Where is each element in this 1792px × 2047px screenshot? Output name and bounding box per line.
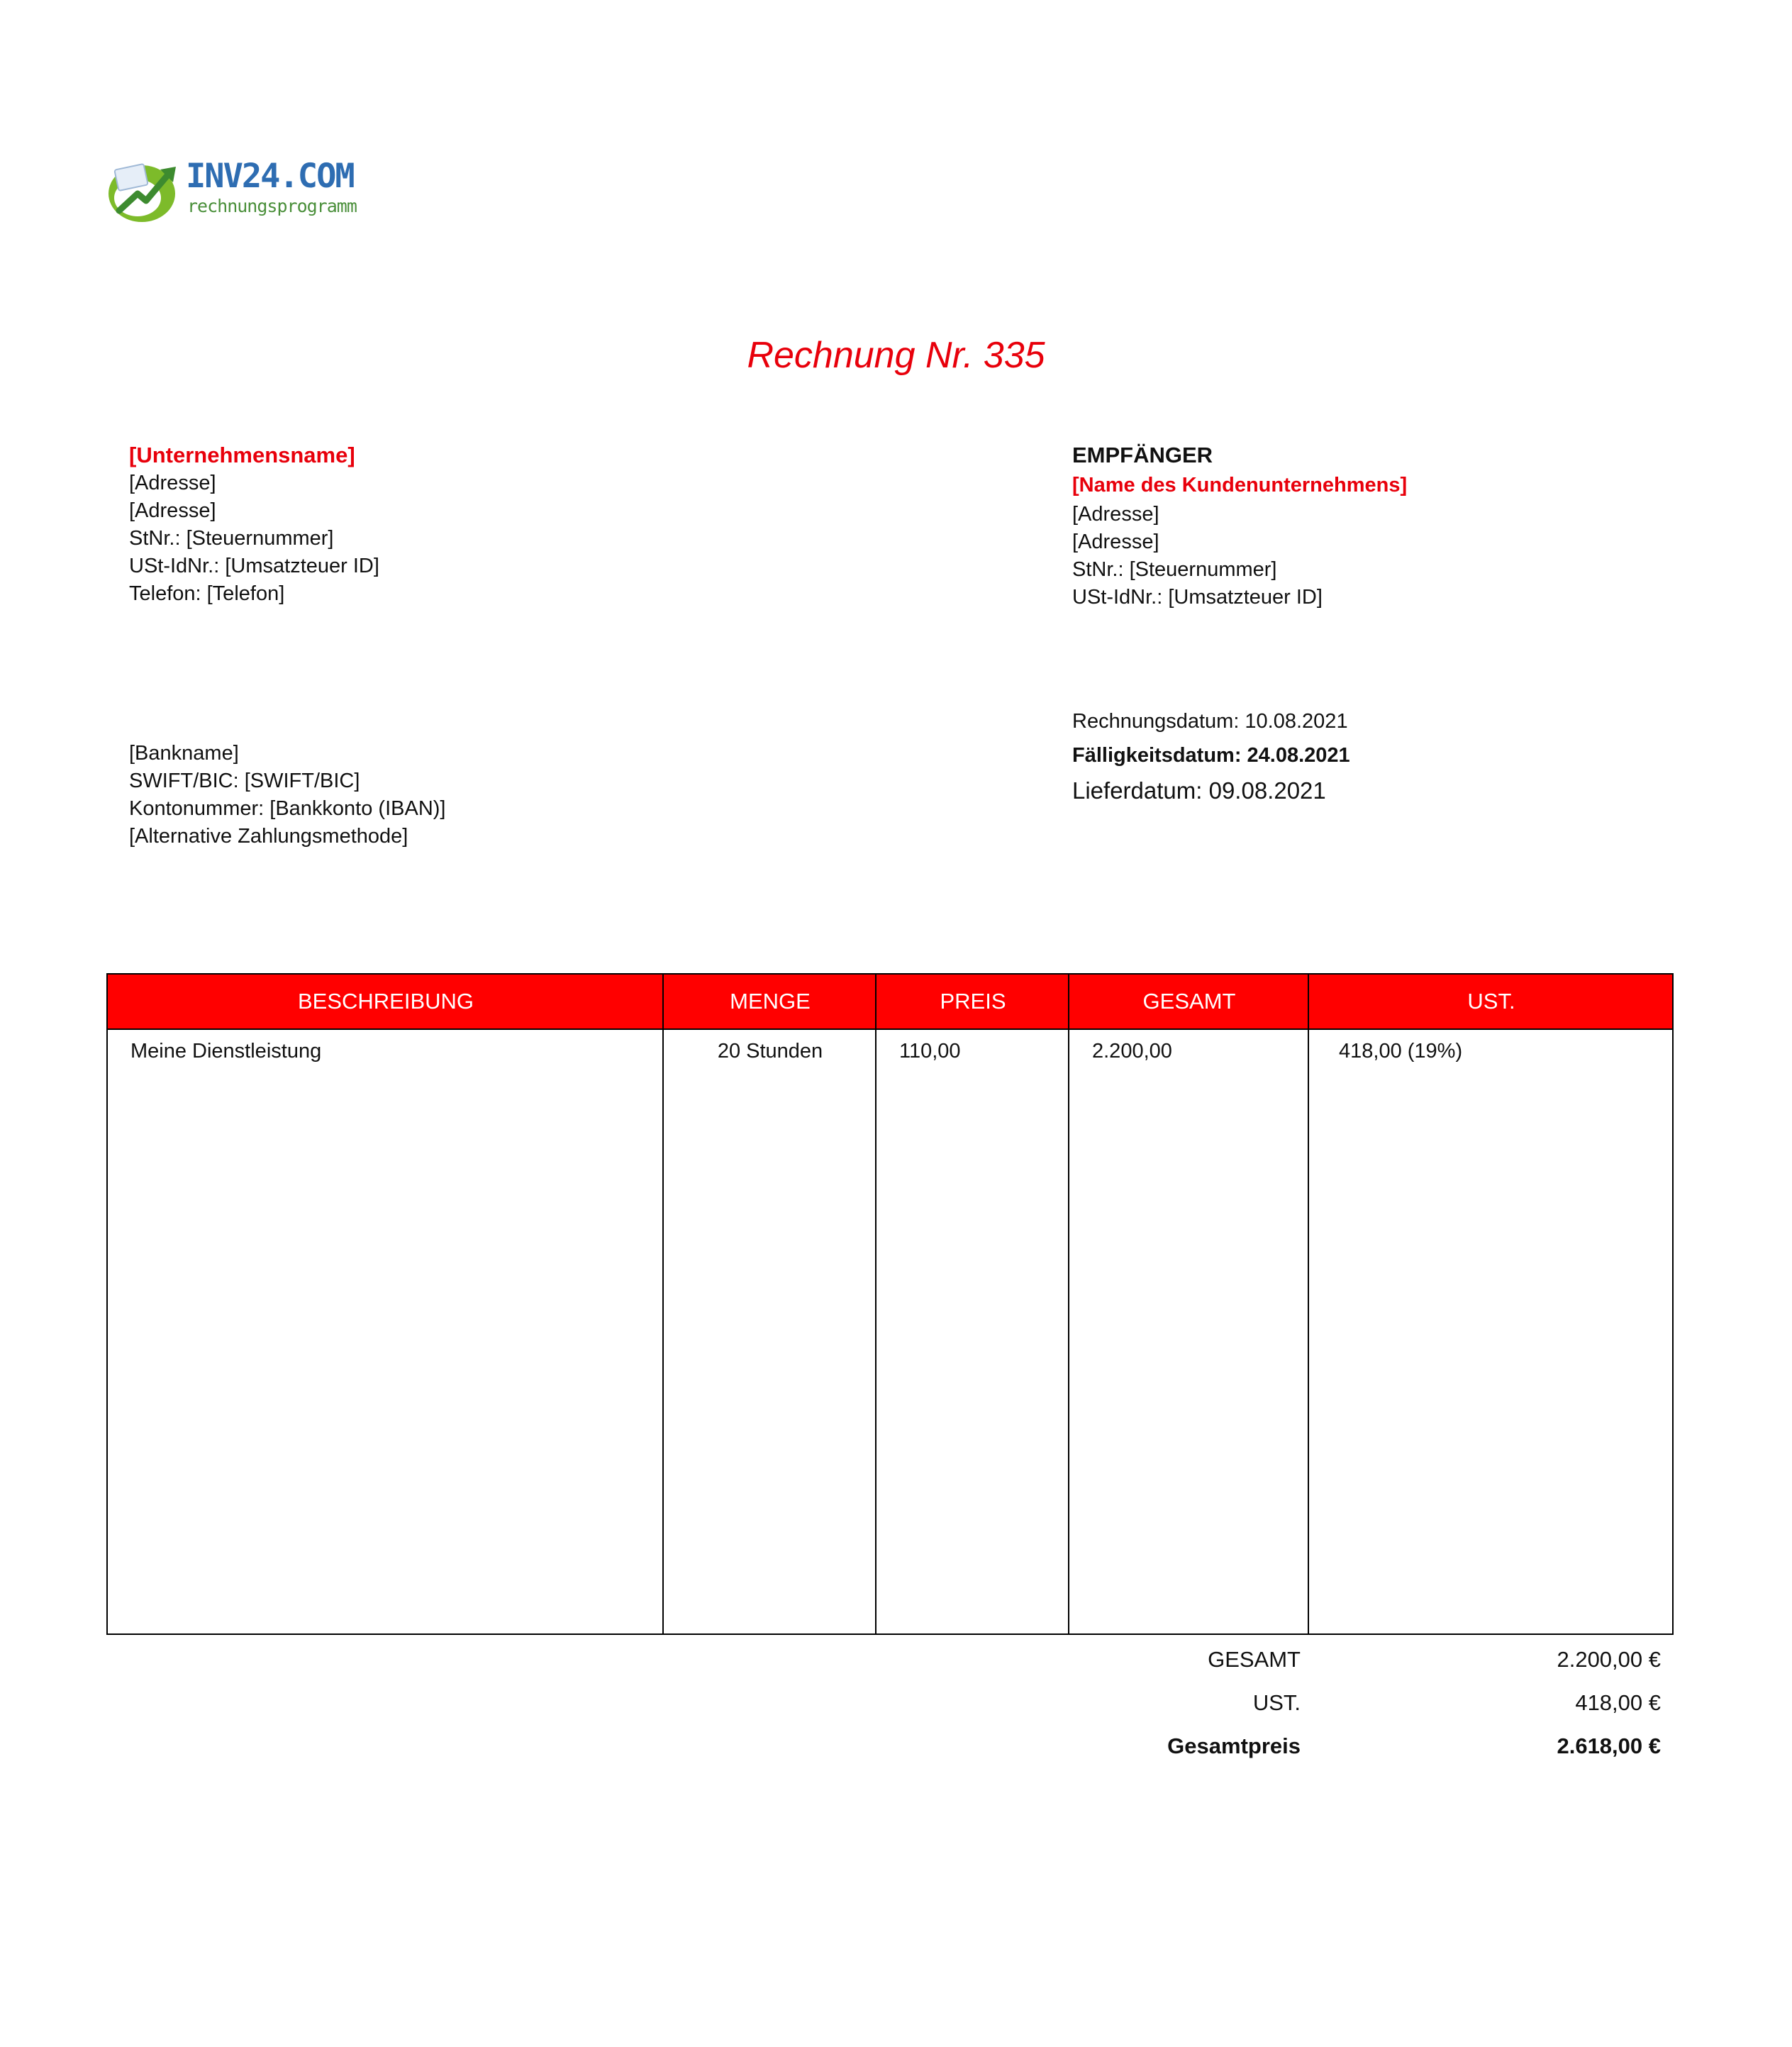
company-logo [106, 152, 357, 227]
bank-swift: SWIFT/BIC: [SWIFT/BIC] [129, 770, 360, 792]
sender-address-line: [Adresse] [129, 499, 216, 522]
column-header-price: PREIS [940, 989, 1006, 1014]
grand-total-label: Gesamtpreis [1167, 1733, 1301, 1758]
recipient-company-name: [Name des Kundenunternehmens] [1072, 474, 1408, 497]
column-divider [662, 975, 664, 1633]
sender-company-name: [Unternehmensname] [129, 443, 355, 467]
sender-block [129, 441, 379, 608]
cell-description: Meine Dienstleistung [130, 1040, 322, 1063]
sender-tax-number: StNr.: [Steuernummer] [129, 527, 334, 550]
sender-vat-id: USt-IdNr.: [Umsatzteuer ID] [129, 555, 379, 577]
column-header-description: BESCHREIBUNG [297, 989, 474, 1014]
items-table [106, 973, 1674, 1635]
delivery-date: Lieferdatum: 09.08.2021 [1072, 777, 1326, 804]
column-header-total: GESAMT [1142, 989, 1236, 1014]
grand-total-value: 2.618,00 € [1557, 1733, 1661, 1758]
logo-emblem-icon [106, 154, 184, 225]
sender-address-line: [Adresse] [129, 472, 216, 494]
recipient-address-line: [Adresse] [1072, 531, 1159, 553]
bank-account: Kontonummer: [Bankkonto (IBAN)] [129, 797, 446, 820]
dates-block [1072, 704, 1350, 809]
invoice-title: Rechnung Nr. 335 [747, 335, 1045, 376]
bank-alt-payment: [Alternative Zahlungsmethode] [129, 825, 408, 848]
tax-label: UST. [1252, 1690, 1301, 1715]
logo-wordmark: INV24.COM [186, 157, 354, 196]
column-divider [1308, 975, 1309, 1633]
column-divider [1068, 975, 1069, 1633]
cell-vat: 418,00 (19%) [1339, 1040, 1463, 1063]
bank-block [129, 740, 445, 850]
subtotal-label: GESAMT [1208, 1647, 1301, 1672]
column-header-quantity: MENGE [730, 989, 811, 1014]
logo-tagline: rechnungsprogramm [187, 196, 357, 216]
table-header [108, 975, 1672, 1030]
invoice-date: Rechnungsdatum: 10.08.2021 [1072, 710, 1348, 733]
tax-value: 418,00 € [1575, 1690, 1661, 1715]
subtotal-value: 2.200,00 € [1557, 1647, 1661, 1672]
due-date: Fälligkeitsdatum: 24.08.2021 [1072, 744, 1350, 767]
cell-quantity: 20 Stunden [717, 1040, 823, 1063]
recipient-block [1072, 441, 1407, 611]
column-header-vat: UST. [1467, 989, 1515, 1014]
sender-phone: Telefon: [Telefon] [129, 582, 285, 605]
column-divider [875, 975, 876, 1633]
cell-total: 2.200,00 [1092, 1040, 1172, 1063]
recipient-vat-id: USt-IdNr.: [Umsatzteuer ID] [1072, 586, 1323, 609]
recipient-address-line: [Adresse] [1072, 503, 1159, 526]
recipient-heading: EMPFÄNGER [1072, 443, 1213, 467]
cell-price: 110,00 [899, 1040, 961, 1063]
recipient-tax-number: StNr.: [Steuernummer] [1072, 558, 1277, 581]
bank-name: [Bankname] [129, 742, 239, 765]
